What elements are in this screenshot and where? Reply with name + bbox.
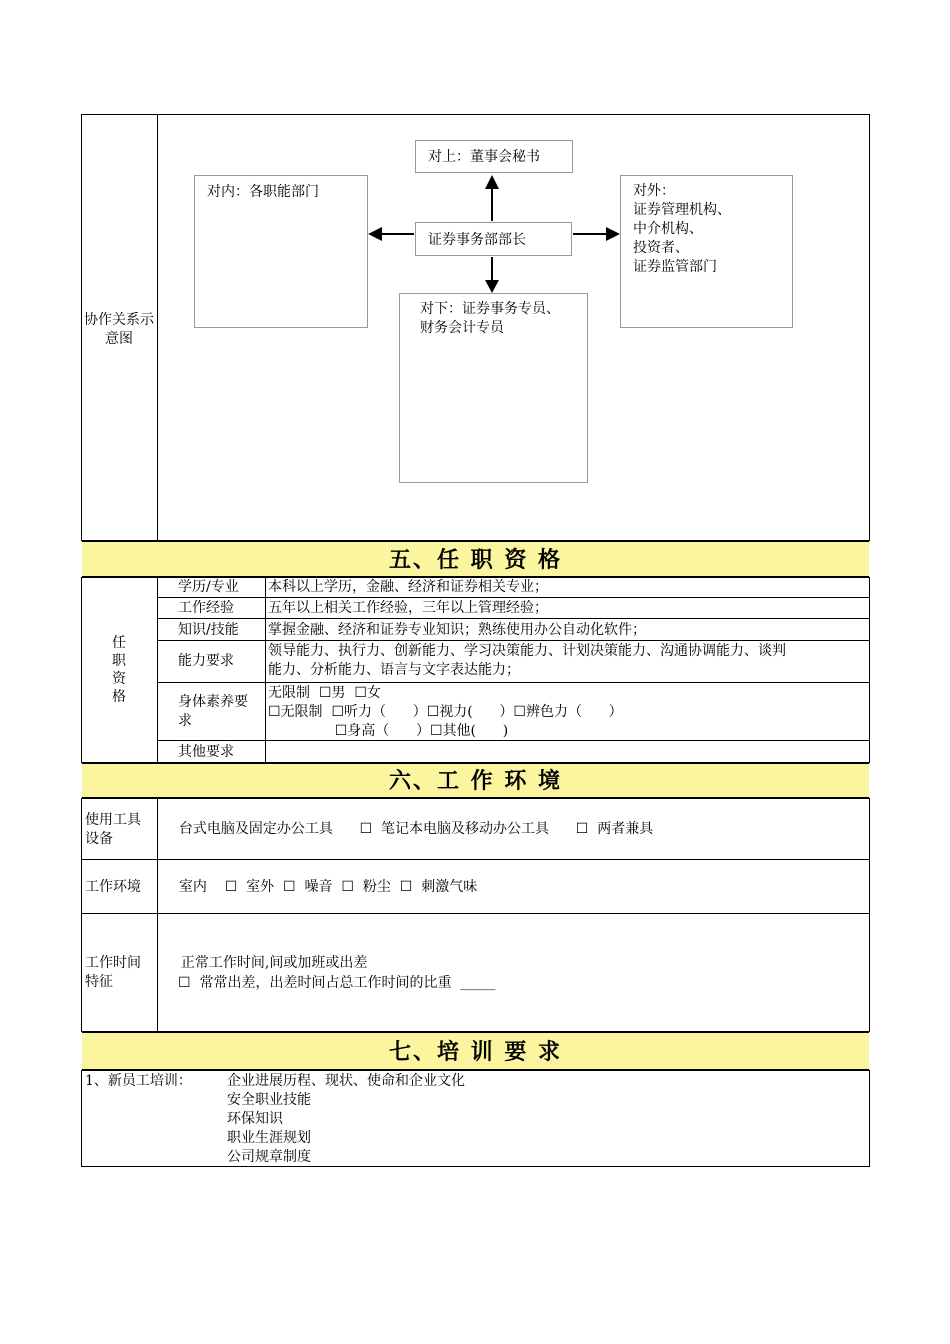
- diagram-right-line-5: 证券监管部门: [633, 259, 717, 275]
- s6-value-time-1: 正常工作时间,间或加班或出差: [172, 955, 368, 971]
- arrow-right-head: [606, 227, 620, 241]
- diagram-bottom-line-1: 对下：证券事务专员、: [420, 301, 560, 317]
- s7-item-2: 安全职业技能: [227, 1092, 311, 1108]
- diagram-right-line-4: 投资者、: [633, 240, 689, 256]
- diagram-left-text: 对内：各职能部门: [207, 184, 319, 200]
- s5-row-line-1: [157, 597, 869, 598]
- s6-value-time-2: ☐ 常常出差，出差时间占总工作时间的比重 _____: [178, 975, 496, 991]
- s5-value-ability-2: 能力、分析能力、语言与文字表达能力；: [268, 662, 520, 678]
- s5-value-physical-3: ☐身高（ ）☐其他( ): [268, 723, 509, 739]
- s5-label-exp: 工作经验: [178, 600, 234, 616]
- s6-label-env: 工作环境: [85, 879, 141, 895]
- s5-value-exp: 五年以上相关工作经验，三年以上管理经验；: [268, 600, 548, 616]
- section5-side-label-text: 任职资格: [112, 635, 126, 705]
- s5-value-edu: 本科以上学历，金融、经济和证券相关专业；: [268, 579, 548, 595]
- s6-label-time-2: 特征: [85, 974, 113, 990]
- section6-title: 六、工 作 环 境: [82, 762, 869, 799]
- s7-item-5: 公司规章制度: [227, 1149, 311, 1165]
- arrow-up-head: [485, 175, 499, 189]
- diagram-right-line-2: 证券管理机构、: [633, 202, 731, 218]
- diagram-top-text: 对上：董事会秘书: [428, 149, 540, 165]
- s5-value-ability-1: 领导能力、执行力、创新能力、学习决策能力、计划决策能力、沟通协调能力、谈判: [268, 643, 786, 659]
- s6-row-line-1: [81, 859, 870, 860]
- s5-label-ability: 能力要求: [178, 653, 234, 669]
- s5-row-line-5: [157, 740, 869, 741]
- s5-label-edu: 学历/专业: [178, 579, 239, 595]
- section5-side-label: [84, 634, 154, 706]
- s5-label-other: 其他要求: [178, 744, 234, 760]
- s5-value-skill: 掌握金融、经济和证券专业知识；熟练使用办公自动化软件；: [268, 622, 646, 638]
- s6-value-tools: 台式电脑及固定办公工具 ☐ 笔记本电脑及移动办公工具 ☐ 两者兼具: [170, 821, 654, 837]
- s5-row-line-3: [157, 640, 869, 641]
- section7-title: 七、培 训 要 求: [82, 1031, 869, 1071]
- s5-divider-2: [265, 577, 266, 763]
- section7-body: [81, 1070, 870, 1167]
- s5-row-line-2: [157, 618, 869, 619]
- diagram-right-line-1: 对外：: [633, 183, 675, 199]
- s6-row-line-2: [81, 913, 870, 914]
- s6-label-time-1: 工作时间: [85, 955, 141, 971]
- arrow-left-head: [368, 227, 382, 241]
- diagram-arrows: [0, 0, 950, 560]
- s5-divider-1: [157, 577, 158, 763]
- s5-value-physical-2: ☐无限制 ☐听力（ ）☐视力( ）☐辨色力（ ）: [268, 704, 623, 720]
- s7-item-4: 职业生涯规划: [227, 1130, 311, 1146]
- s5-label-physical: [178, 693, 258, 731]
- s6-divider: [157, 798, 158, 1032]
- arrow-down-head: [485, 280, 499, 293]
- section5-title: 五、任 职 资 格: [82, 540, 869, 578]
- s5-label-physical-text: 身体素养要求: [178, 694, 248, 729]
- diagram-center-text: 证券事务部部长: [428, 232, 526, 248]
- diagram-bottom-line-2: 财务会计专员: [420, 320, 504, 336]
- s6-label-tools-2: 设备: [85, 831, 113, 847]
- s5-label-skill: 知识/技能: [178, 622, 239, 638]
- s7-lead: 1、新员工培训：: [85, 1073, 192, 1089]
- s5-row-line-4: [157, 682, 869, 683]
- diagram-right-line-3: 中介机构、: [633, 221, 703, 237]
- collab-label: 协作关系示意图: [84, 312, 154, 347]
- s5-value-physical-1: 无限制 ☐男 ☐女: [268, 685, 381, 701]
- s6-value-env: 室内 ☐ 室外 ☐ 噪音 ☐ 粉尘 ☐ 刺激气味: [170, 879, 478, 895]
- s7-item-1: 企业进展历程、现状、使命和企业文化: [227, 1073, 465, 1089]
- s7-item-3: 环保知识: [227, 1111, 283, 1127]
- s6-label-tools-1: 使用工具: [85, 812, 141, 828]
